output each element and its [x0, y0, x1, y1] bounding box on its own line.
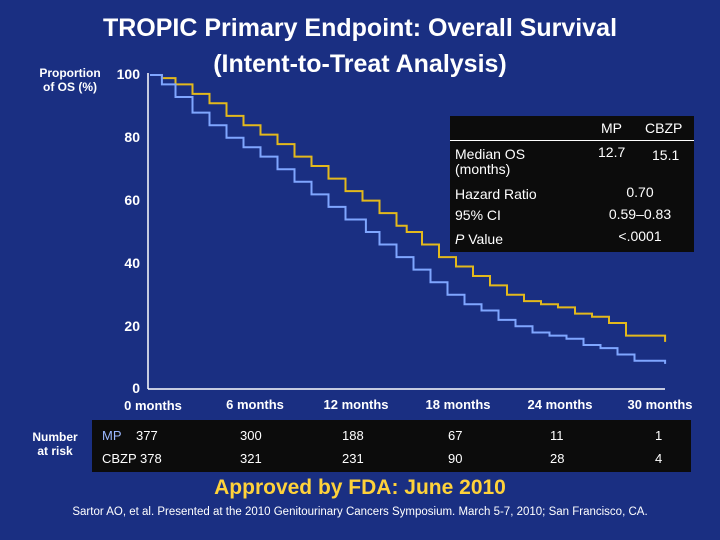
median-os-label-line-1: Median OS — [455, 146, 526, 162]
risk-cbzp-value: 28 — [550, 451, 565, 466]
x-tick-label: 0 months — [124, 398, 182, 413]
risk-cbzp-value: 4 — [655, 451, 663, 466]
hazard-ratio-value: 0.70 — [626, 184, 654, 200]
y-axis-label-line-2: of OS (%) — [43, 80, 97, 94]
risk-cbzp-value: 321 — [240, 451, 262, 466]
x-tick-label: 24 months — [527, 397, 593, 412]
y-tick-label: 60 — [124, 192, 140, 208]
ci-label: 95% CI — [455, 207, 501, 223]
risk-cbzp-value: 90 — [448, 451, 463, 466]
median-os-mp: 12.7 — [598, 144, 626, 160]
y-tick-label: 100 — [116, 66, 140, 82]
median-os-label — [455, 147, 525, 177]
risk-mp-value: 1 — [655, 428, 663, 443]
risk-cbzp-label: CBZP — [102, 451, 137, 466]
risk-label — [24, 430, 86, 458]
y-tick-label: 40 — [124, 255, 140, 271]
x-tick-label: 12 months — [323, 397, 389, 412]
risk-cbzp-value: 378 — [140, 451, 162, 466]
median-os-cbzp: 15.1 — [652, 147, 680, 163]
risk-cbzp-value: 231 — [342, 451, 364, 466]
p-value-label — [455, 231, 503, 247]
x-tick-label: 30 months — [627, 397, 693, 412]
y-axis-label-line-1: Proportion — [39, 66, 101, 80]
citation: Sartor AO, et al. Presented at the 2010 Genitourinary Cancers Symposium. March 5-7, 2010; San Francisco, CA. — [72, 506, 648, 518]
ci-value: 0.59–0.83 — [608, 206, 672, 222]
title-line-1: TROPIC Primary Endpoint: Overall Survival — [102, 14, 618, 42]
x-tick-label: 18 months — [425, 397, 491, 412]
inset-divider — [450, 140, 694, 141]
risk-table — [92, 420, 691, 472]
approval-note: Approved by FDA: June 2010 — [214, 476, 506, 499]
risk-mp-value: 11 — [550, 428, 564, 443]
risk-mp-value: 377 — [136, 428, 158, 443]
y-tick-label: 80 — [124, 129, 140, 145]
risk-mp-label: MP — [102, 428, 122, 443]
median-os-label-line-2: (months) — [455, 161, 511, 177]
y-tick-label: 20 — [124, 318, 140, 334]
risk-mp-value: 300 — [240, 428, 262, 443]
risk-mp-value: 67 — [448, 428, 463, 443]
risk-label-line-2: at risk — [37, 444, 73, 458]
risk-mp-value: 188 — [342, 428, 364, 443]
inset-col-mp: MP — [601, 120, 622, 136]
inset-col-cbzp: CBZP — [645, 120, 683, 136]
y-tick-label: 0 — [132, 380, 140, 396]
p-value: <.0001 — [618, 228, 662, 244]
title-line-2: (Intent-to-Treat Analysis) — [213, 50, 507, 78]
p-value-label-rest: Value — [464, 231, 504, 247]
x-tick-label: 6 months — [226, 397, 284, 412]
risk-label-line-1: Number — [32, 430, 78, 444]
hazard-ratio-label: Hazard Ratio — [455, 186, 537, 202]
p-value-label-italic: P — [455, 231, 465, 247]
